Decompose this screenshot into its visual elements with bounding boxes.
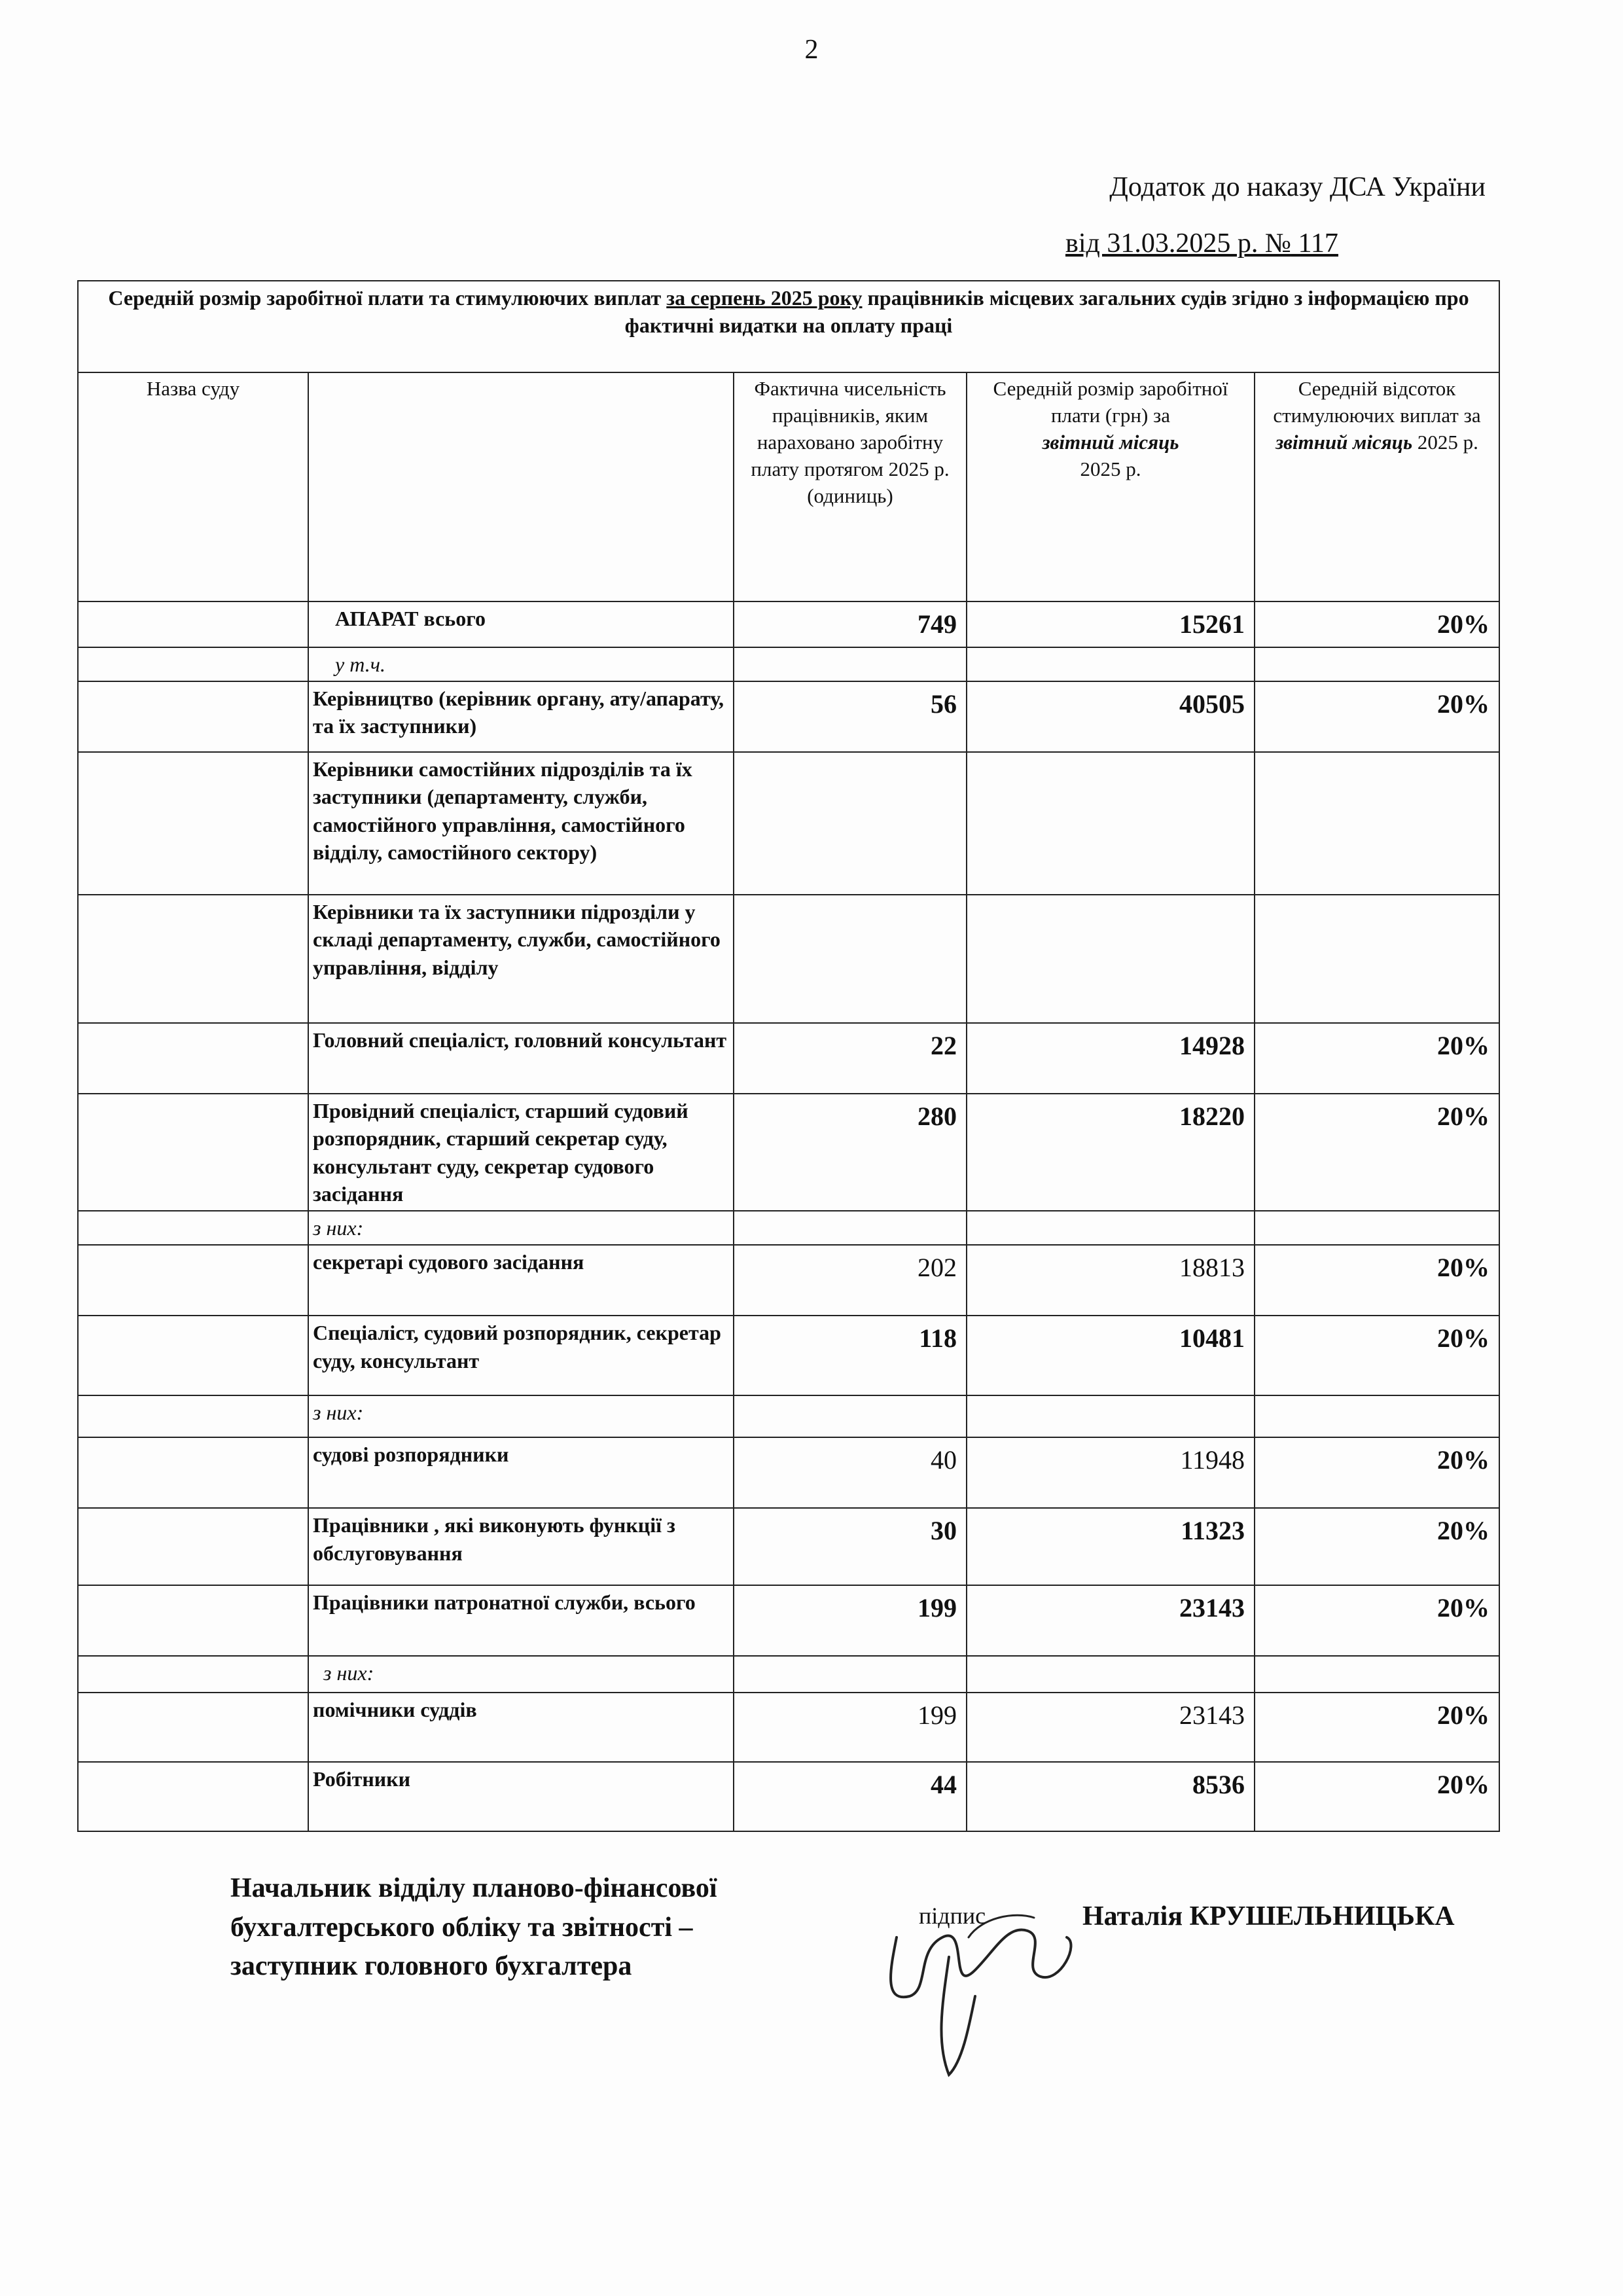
row-category: Провідний спеціаліст, старший судовий розпорядник, старший секретар суду, консультант суду, секретар судового засідання bbox=[308, 1094, 734, 1211]
position-line: бухгалтерського обліку та звітності – bbox=[230, 1912, 693, 1943]
row-count: 30 bbox=[734, 1508, 967, 1585]
row-count: 749 bbox=[734, 601, 967, 647]
row-count: 199 bbox=[734, 1585, 967, 1656]
signatory-position bbox=[230, 1869, 717, 1986]
row-bonus: 20% bbox=[1255, 1245, 1499, 1316]
row-count: 40 bbox=[734, 1437, 967, 1508]
order-number: 117 bbox=[1291, 228, 1338, 259]
row-bonus: 20% bbox=[1255, 1693, 1499, 1762]
row-count: 199 bbox=[734, 1693, 967, 1762]
table-row bbox=[78, 895, 1499, 1023]
row-category: Спеціаліст, судовий розпорядник, секретар суду, консультант bbox=[308, 1316, 734, 1395]
report-period: за серпень 2025 року bbox=[666, 286, 863, 310]
row-count: 22 bbox=[734, 1023, 967, 1094]
row-salary: 18813 bbox=[967, 1245, 1255, 1316]
row-salary: 8536 bbox=[967, 1762, 1255, 1831]
row-category: Керівництво (керівник органу, ату/апарату, та їх заступники) bbox=[308, 681, 734, 752]
header-court-name: Назва суду bbox=[78, 372, 308, 601]
page-number: 2 bbox=[804, 35, 819, 65]
table-row bbox=[78, 1693, 1499, 1762]
row-count: 118 bbox=[734, 1316, 967, 1395]
position-line: Начальник відділу планово-фінансової bbox=[230, 1873, 717, 1903]
row-bonus: 20% bbox=[1255, 1316, 1499, 1395]
row-bonus: 20% bbox=[1255, 1585, 1499, 1656]
row-salary: 11323 bbox=[967, 1508, 1255, 1585]
table-row bbox=[78, 1316, 1499, 1395]
row-count: 202 bbox=[734, 1245, 967, 1316]
row-bonus: 20% bbox=[1255, 1023, 1499, 1094]
header-headcount: Фактична чисельність працівників, яким нараховано заробітну плату протягом 2025 р. (одиниць) bbox=[734, 372, 967, 601]
signer-name: Наталія КРУШЕЛЬНИЦЬКА bbox=[1082, 1901, 1455, 1931]
table-row bbox=[78, 647, 1499, 681]
row-category: секретарі судового засідання bbox=[308, 1245, 734, 1316]
row-category: судові розпорядники bbox=[308, 1437, 734, 1508]
row-salary: 10481 bbox=[967, 1316, 1255, 1395]
table-row bbox=[78, 1437, 1499, 1508]
table-row bbox=[78, 1508, 1499, 1585]
appendix-title: Додаток до наказу ДСА України bbox=[1109, 172, 1486, 202]
table-row bbox=[78, 681, 1499, 752]
row-bonus: 20% bbox=[1255, 1437, 1499, 1508]
row-salary: 23143 bbox=[967, 1693, 1255, 1762]
table-row bbox=[78, 1656, 1499, 1693]
salary-report-table bbox=[77, 280, 1500, 1832]
row-salary: 11948 bbox=[967, 1437, 1255, 1508]
row-category: помічники суддів bbox=[308, 1693, 734, 1762]
row-category: Керівники та їх заступники підрозділи у складі департаменту, служби, самостійного управління, відділу bbox=[308, 895, 734, 1023]
table-row bbox=[78, 601, 1499, 647]
table-row bbox=[78, 1211, 1499, 1245]
signature-label: підпис bbox=[919, 1903, 986, 1929]
row-category: Робітники bbox=[308, 1762, 734, 1831]
table-row bbox=[78, 1094, 1499, 1211]
row-bonus: 20% bbox=[1255, 1094, 1499, 1211]
row-category: Працівники , які виконують функції з обслуговування bbox=[308, 1508, 734, 1585]
row-category: з них: bbox=[308, 1656, 734, 1693]
row-salary: 18220 bbox=[967, 1094, 1255, 1211]
row-bonus: 20% bbox=[1255, 1508, 1499, 1585]
table-row bbox=[78, 752, 1499, 895]
table-row bbox=[78, 1245, 1499, 1316]
header-avg-salary: Середній розмір заробітної плати (грн) за звітний місяць 2025 р. bbox=[967, 372, 1255, 601]
row-count: 44 bbox=[734, 1762, 967, 1831]
table-header-row bbox=[78, 372, 1499, 601]
row-category: з них: bbox=[308, 1395, 734, 1437]
row-salary: 23143 bbox=[967, 1585, 1255, 1656]
order-date: від 31.03.2025 р. № bbox=[1065, 228, 1291, 259]
row-salary: 40505 bbox=[967, 681, 1255, 752]
row-bonus: 20% bbox=[1255, 1762, 1499, 1831]
row-count: 56 bbox=[734, 681, 967, 752]
row-category: у т.ч. bbox=[308, 647, 734, 681]
position-line: заступник головного бухгалтера bbox=[230, 1951, 632, 1982]
appendix-order-reference bbox=[1065, 228, 1338, 259]
row-count: 280 bbox=[734, 1094, 967, 1211]
row-category: Керівники самостійних підрозділів та їх заступники (департаменту, служби, самостійного управління, самостійного відділу, самостійного сектору) bbox=[308, 752, 734, 895]
row-salary: 14928 bbox=[967, 1023, 1255, 1094]
table-title-row bbox=[78, 281, 1499, 372]
header-category-blank bbox=[308, 372, 734, 601]
table-row bbox=[78, 1585, 1499, 1656]
row-category: Головний спеціаліст, головний консультант bbox=[308, 1023, 734, 1094]
row-category: АПАРАТ всього bbox=[308, 601, 734, 647]
table-row bbox=[78, 1023, 1499, 1094]
table-title: Середній розмір заробітної плати та стимулюючих виплат за серпень 2025 року працівників місцевих загальних судів згідно з інформацією про фактичні видатки на оплату праці bbox=[78, 281, 1499, 372]
row-category: з них: bbox=[308, 1211, 734, 1245]
row-bonus: 20% bbox=[1255, 681, 1499, 752]
header-bonus-percent: Середній відсоток стимулюючих виплат за звітний місяць 2025 р. bbox=[1255, 372, 1499, 601]
table-row bbox=[78, 1395, 1499, 1437]
row-category: Працівники патронатної служби, всього bbox=[308, 1585, 734, 1656]
table-row bbox=[78, 1762, 1499, 1831]
row-salary: 15261 bbox=[967, 601, 1255, 647]
row-bonus: 20% bbox=[1255, 601, 1499, 647]
